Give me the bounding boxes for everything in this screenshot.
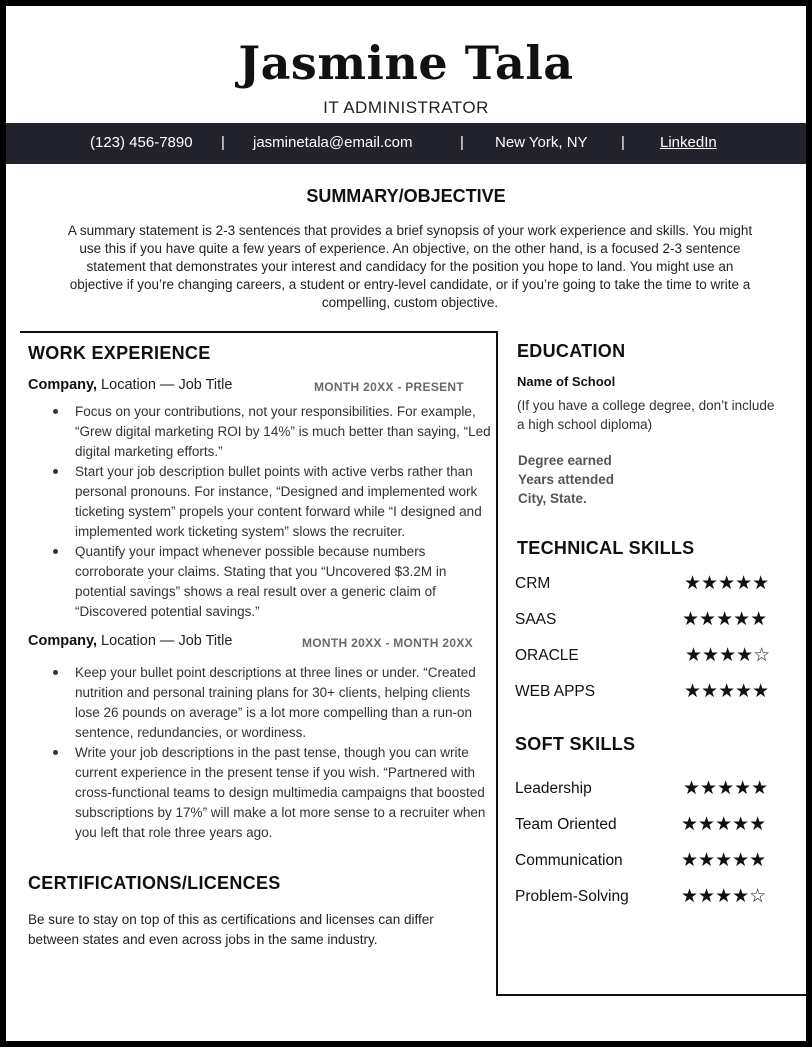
summary-heading: SUMMARY/OBJECTIVE [306,186,506,206]
contact-separator: | [621,134,625,151]
job-company: Company, [28,633,98,649]
technical-skills-heading: TECHNICAL SKILLS [517,538,695,558]
star-rating-icon: ★★★★☆ [685,644,771,666]
candidate-name: Jasmine Tala [238,36,574,90]
list-item: Write your job descriptions in the past tense, though you can write current experience in the present tense if you wish. “Partnered with cross-functional teams to design multimedia campaigns that boosted subscriptions by 17%” will make a lot more sense to a recruiter when you left that role three years ago. [75,743,494,843]
job-bullets [28,402,494,622]
skill-name: Communication [515,852,623,869]
column-divider [496,331,498,996]
soft-skills-heading: SOFT SKILLS [515,734,636,754]
skill-name: SAAS [515,611,557,628]
contact-separator: | [460,134,464,151]
star-rating-icon: ★★★★★ [681,813,767,835]
job-location-title: Location — Job Title [97,633,233,649]
education-heading: EDUCATION [517,341,626,361]
job-header [28,633,232,649]
skill-name: Leadership [515,780,592,797]
section-divider [20,331,497,333]
skill-name: WEB APPS [515,683,596,700]
contact-bar [6,123,806,164]
job-location-title: Location — Job Title [97,377,233,393]
contact-email[interactable]: jasminetala@email.com [253,134,413,151]
certifications-text: Be sure to stay on top of this as certifications and licenses can differ between states and even across jobs in the same industry. [28,912,434,947]
job-bullets [28,663,494,843]
certifications-heading: CERTIFICATIONS/LICENCES [28,873,281,893]
job-company: Company, [28,377,98,393]
star-rating-icon: ★★★★★ [684,680,770,702]
star-rating-icon: ★★★★★ [682,608,768,630]
summary-text: A summary statement is 2-3 sentences that provides a brief synopsis of your work experience and skills. You might use this if you have quite a few years of experience. An objective, on the other hand, is a focused 2-3 sentence statement that demonstrates your interest and candidacy for the position you hope to land. You might use an objective if you’re changing careers, a student or entry-level candidate, or if you’re going to take the time to write a compelling, custom objective. [67,223,753,310]
star-rating-icon: ★★★★★ [681,849,767,871]
list-item: Start your job description bullet points with active verbs rather than personal pronouns. For instance, “Designed and implemented work ticketing system” propels your content forward while “I designed and implemented work ticketing system” slows the recruiter. [75,462,494,542]
linkedin-link[interactable]: LinkedIn [660,134,717,151]
contact-phone: (123) 456-7890 [90,134,193,151]
skill-name: Team Oriented [515,816,617,833]
list-item: Keep your bullet point descriptions at three lines or under. “Created nutrition and personal training plans for 30+ clients, helping clients lose 26 pounds on average” is a lot more compelling than a run-on sentence, redundancies, or wordiness. [75,663,494,743]
star-rating-icon: ★★★★★ [683,777,769,799]
star-rating-icon: ★★★★★ [684,572,770,594]
years-attended: Years attended [518,472,615,487]
skill-name: CRM [515,575,551,592]
school-name: Name of School [517,374,616,389]
degree-earned: Degree earned [518,453,612,468]
work-experience-heading: WORK EXPERIENCE [28,343,211,363]
education-note: (If you have a college degree, don’t include a high school diploma) [517,398,775,432]
list-item: Focus on your contributions, not your responsibilities. For example, “Grew digital marketing ROI by 14%” is much better than saying, “Led digital marketing efforts.” [75,402,494,462]
skill-name: Problem-Solving [515,888,629,905]
job-dates: MONTH 20XX - PRESENT [314,380,465,394]
candidate-title: IT ADMINISTRATOR [323,98,489,117]
contact-separator: | [221,134,225,151]
job-header [28,377,232,393]
job-dates: MONTH 20XX - MONTH 20XX [302,636,473,650]
star-rating-icon: ★★★★☆ [681,885,767,907]
list-item: Quantify your impact whenever possible because numbers corroborate your claims. Stating that you “Uncovered $3.2M in potential savings” shows a real result over a generic claim of “Discovered potential savings.” [75,542,494,622]
skill-name: ORACLE [515,647,579,664]
sidebar-bottom-divider [496,994,806,996]
education-location: City, State. [518,491,587,506]
contact-location: New York, NY [495,134,588,151]
